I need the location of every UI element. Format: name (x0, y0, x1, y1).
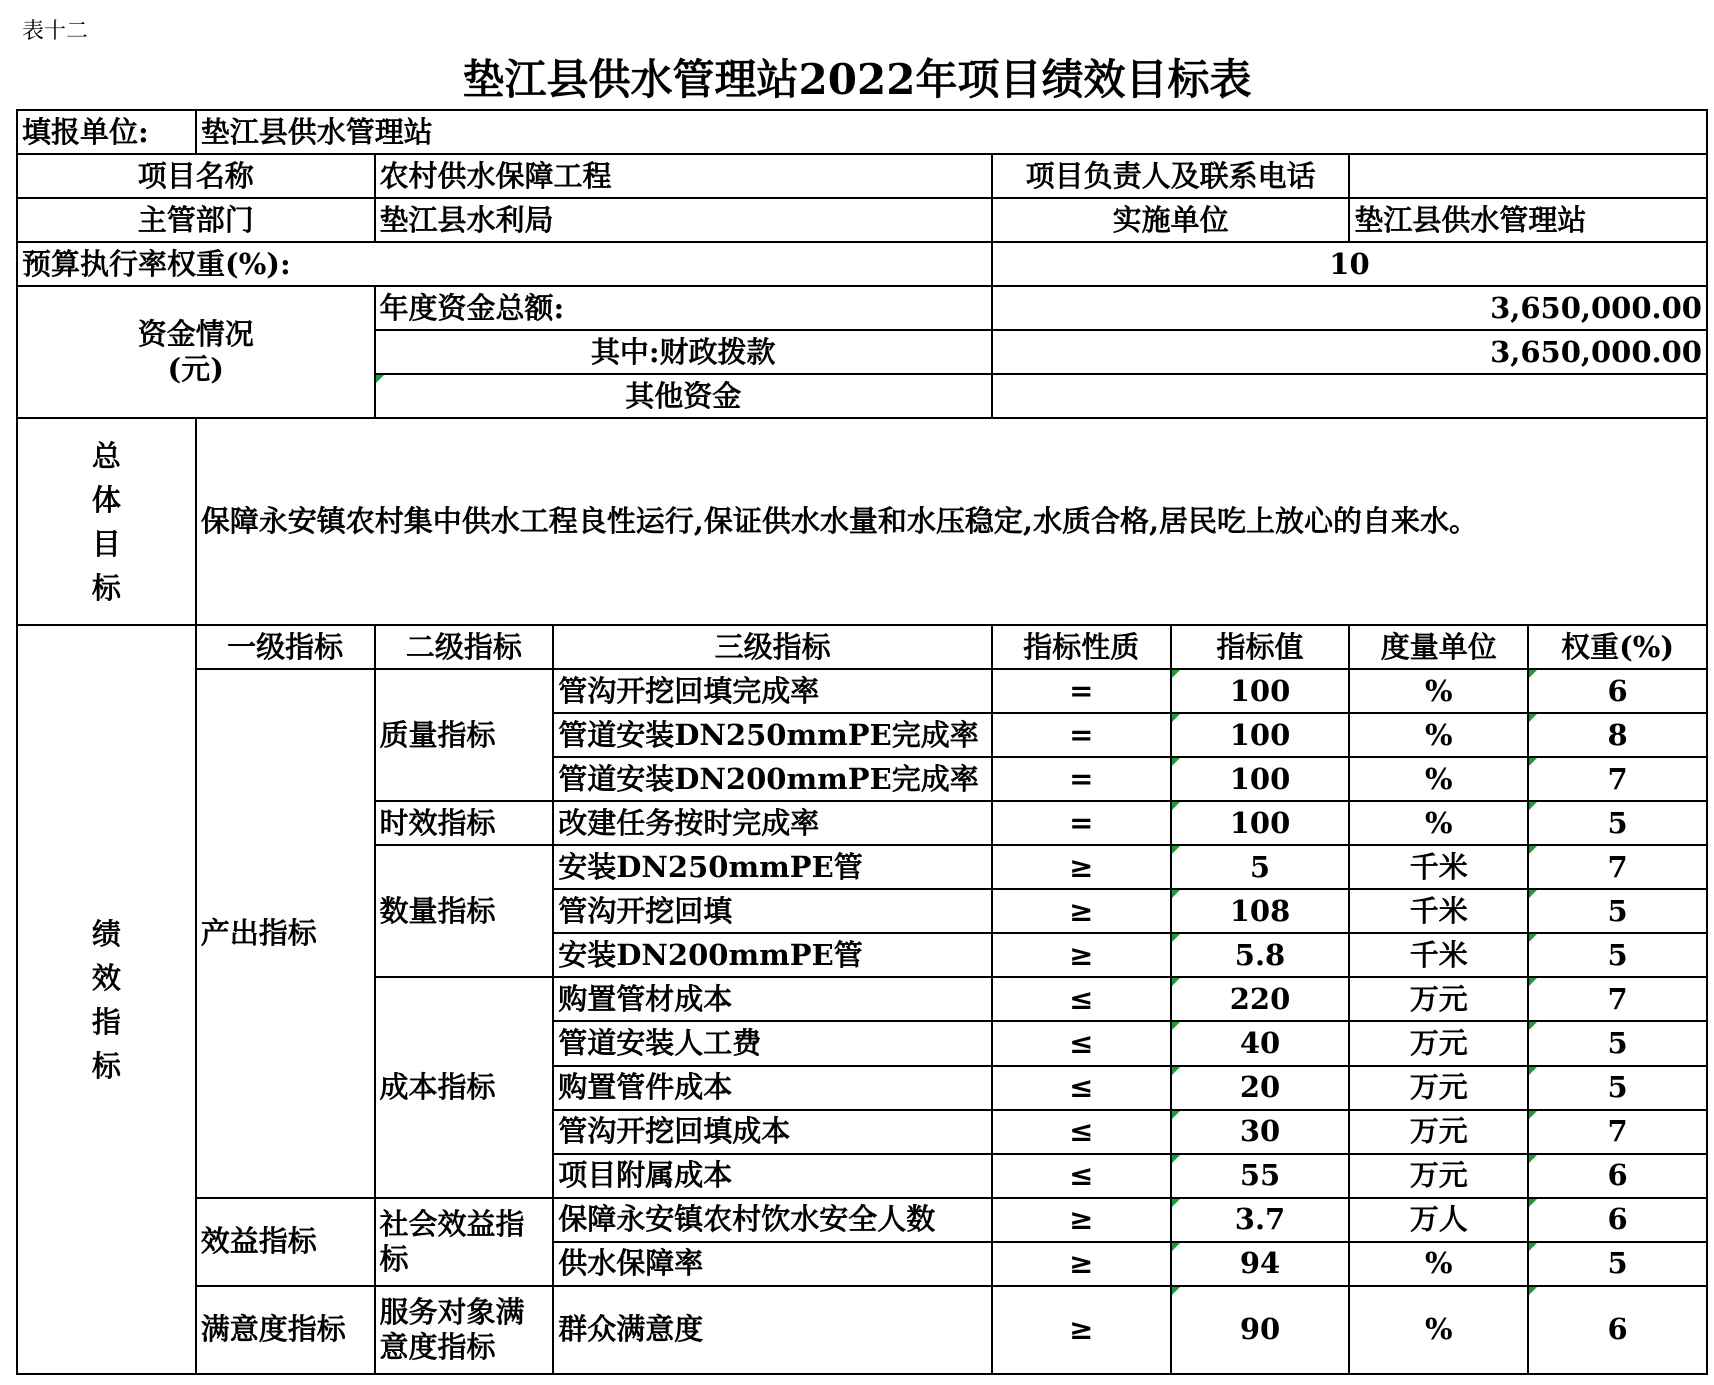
indicator-op: ≤ (992, 1021, 1171, 1065)
indicator-op: ≥ (992, 889, 1171, 933)
indicator-value: 30 (1171, 1110, 1350, 1154)
indicator-op: ≥ (992, 845, 1171, 889)
indicator-unit: 万元 (1349, 977, 1528, 1021)
indicator-weight: 8 (1528, 713, 1707, 757)
indicator-value: 90 (1171, 1286, 1350, 1374)
indicator-op: ≤ (992, 1066, 1171, 1110)
indicator-name: 群众满意度 (553, 1286, 992, 1374)
page-title: 垫江县供水管理站2022年项目绩效目标表 (462, 55, 1252, 104)
leader-value (1349, 154, 1707, 198)
indicator-name: 管道安装人工费 (553, 1021, 992, 1065)
indicator-unit: 万元 (1349, 1021, 1528, 1065)
level2-quality: 质量指标 (375, 669, 554, 801)
project-name-row (17, 154, 1707, 198)
indicator-op: ≤ (992, 1110, 1171, 1154)
performance-table (16, 109, 1708, 1375)
indicator-name: 管道安装DN250mmPE完成率 (553, 713, 992, 757)
indicator-unit: % (1349, 1286, 1528, 1374)
goal-text: 保障永安镇农村集中供水工程良性运行,保证供水水量和水压稳定,水质合格,居民吃上放心的自来水。 (196, 418, 1707, 625)
level2-timeliness: 时效指标 (375, 801, 554, 845)
indicator-unit: 千米 (1349, 845, 1528, 889)
indicator-weight: 6 (1528, 1198, 1707, 1242)
indicator-name: 供水保障率 (553, 1242, 992, 1286)
indicator-value: 3.7 (1171, 1198, 1350, 1242)
level2-cost: 成本指标 (375, 977, 554, 1197)
indicator-weight: 7 (1528, 845, 1707, 889)
dept-row (17, 198, 1707, 242)
indicator-weight: 6 (1528, 669, 1707, 713)
indicator-name: 安装DN200mmPE管 (553, 933, 992, 977)
level2-service: 服务对象满意度指标 (375, 1286, 554, 1374)
goal-label: 总体目标 (91, 438, 121, 605)
indicator-weight: 5 (1528, 801, 1707, 845)
indicator-weight: 5 (1528, 1066, 1707, 1110)
goal-label-cell (17, 418, 196, 625)
budget-weight-value: 10 (992, 242, 1707, 286)
indicator-name: 管沟开挖回填 (553, 889, 992, 933)
indicator-header-row (17, 625, 1707, 669)
indicator-weight: 5 (1528, 889, 1707, 933)
indicator-name: 管沟开挖回填成本 (553, 1110, 992, 1154)
level1-satisfaction: 满意度指标 (196, 1286, 375, 1374)
funds-total-value: 3,650,000.00 (992, 286, 1707, 330)
col-header-value: 指标值 (1171, 625, 1350, 669)
indicator-op: ≤ (992, 1154, 1171, 1198)
funds-other-label: 其他资金 (375, 374, 992, 418)
col-header-unit: 度量单位 (1349, 625, 1528, 669)
indicator-op: ≥ (992, 1242, 1171, 1286)
level1-output: 产出指标 (196, 669, 375, 1197)
filler-row (17, 110, 1707, 154)
filler-value: 垫江县供水管理站 (196, 110, 1707, 154)
indicator-unit: % (1349, 757, 1528, 801)
indicators-label-cell (17, 625, 196, 1374)
indicator-unit: % (1349, 1242, 1528, 1286)
funds-label (17, 286, 375, 418)
table-row (17, 1286, 1707, 1374)
funds-total-row (17, 286, 1707, 330)
indicator-value: 55 (1171, 1154, 1350, 1198)
indicator-value: 100 (1171, 757, 1350, 801)
indicator-value: 5.8 (1171, 933, 1350, 977)
project-name-label: 项目名称 (17, 154, 375, 198)
indicator-name: 购置管件成本 (553, 1066, 992, 1110)
funds-fiscal-label: 其中:财政拨款 (375, 330, 992, 374)
indicator-name: 管道安装DN200mmPE完成率 (553, 757, 992, 801)
indicator-value: 40 (1171, 1021, 1350, 1065)
indicator-op: = (992, 757, 1171, 801)
funds-label-line2: (元) (167, 352, 224, 387)
indicator-unit: 千米 (1349, 933, 1528, 977)
col-header-level3: 三级指标 (553, 625, 992, 669)
indicator-op: ≥ (992, 1286, 1171, 1374)
indicator-weight: 5 (1528, 933, 1707, 977)
indicator-unit: % (1349, 801, 1528, 845)
dept-value: 垫江县水利局 (375, 198, 992, 242)
filler-label: 填报单位: (17, 110, 196, 154)
indicator-weight: 7 (1528, 1110, 1707, 1154)
goal-row (17, 418, 1707, 625)
indicator-op: ≤ (992, 977, 1171, 1021)
indicator-unit: 万元 (1349, 1066, 1528, 1110)
table-number: 表十二 (22, 19, 89, 44)
impl-value: 垫江县供水管理站 (1349, 198, 1707, 242)
table-row (17, 1198, 1707, 1242)
leader-label: 项目负责人及联系电话 (992, 154, 1350, 198)
indicator-unit: 万元 (1349, 1154, 1528, 1198)
indicator-value: 220 (1171, 977, 1350, 1021)
indicator-op: = (992, 801, 1171, 845)
indicator-value: 108 (1171, 889, 1350, 933)
indicator-weight: 7 (1528, 757, 1707, 801)
indicator-name: 保障永安镇农村饮水安全人数 (553, 1198, 992, 1242)
indicator-value: 5 (1171, 845, 1350, 889)
indicator-weight: 6 (1528, 1286, 1707, 1374)
indicator-value: 94 (1171, 1242, 1350, 1286)
project-name-value: 农村供水保障工程 (375, 154, 992, 198)
indicator-op: ≥ (992, 933, 1171, 977)
indicator-name: 改建任务按时完成率 (553, 801, 992, 845)
level1-benefit: 效益指标 (196, 1198, 375, 1286)
indicator-name: 购置管材成本 (553, 977, 992, 1021)
col-header-nature: 指标性质 (992, 625, 1171, 669)
indicator-unit: 千米 (1349, 889, 1528, 933)
level2-quantity: 数量指标 (375, 845, 554, 977)
indicator-op: ≥ (992, 1198, 1171, 1242)
indicator-op: = (992, 713, 1171, 757)
col-header-weight: 权重(%) (1528, 625, 1707, 669)
funds-fiscal-value: 3,650,000.00 (992, 330, 1707, 374)
indicator-unit: 万元 (1349, 1110, 1528, 1154)
indicator-name: 管沟开挖回填完成率 (553, 669, 992, 713)
dept-label: 主管部门 (17, 198, 375, 242)
table-row (17, 669, 1707, 713)
indicator-unit: % (1349, 713, 1528, 757)
funds-label-line1: 资金情况 (137, 317, 254, 352)
indicators-label: 绩效指标 (91, 916, 121, 1083)
funds-total-label: 年度资金总额: (375, 286, 992, 330)
indicator-unit: % (1349, 669, 1528, 713)
indicator-unit: 万人 (1349, 1198, 1528, 1242)
indicator-value: 100 (1171, 801, 1350, 845)
indicator-weight: 6 (1528, 1154, 1707, 1198)
indicator-value: 100 (1171, 713, 1350, 757)
col-header-level1: 一级指标 (196, 625, 375, 669)
indicator-weight: 5 (1528, 1021, 1707, 1065)
indicator-value: 100 (1171, 669, 1350, 713)
indicator-name: 安装DN250mmPE管 (553, 845, 992, 889)
level2-social: 社会效益指标 (375, 1198, 554, 1286)
impl-label: 实施单位 (992, 198, 1350, 242)
funds-other-value (992, 374, 1707, 418)
col-header-level2: 二级指标 (375, 625, 554, 669)
budget-weight-label: 预算执行率权重(%): (17, 242, 992, 286)
indicator-weight: 7 (1528, 977, 1707, 1021)
indicator-value: 20 (1171, 1066, 1350, 1110)
indicator-op: = (992, 669, 1171, 713)
indicator-name: 项目附属成本 (553, 1154, 992, 1198)
indicator-weight: 5 (1528, 1242, 1707, 1286)
budget-weight-row (17, 242, 1707, 286)
